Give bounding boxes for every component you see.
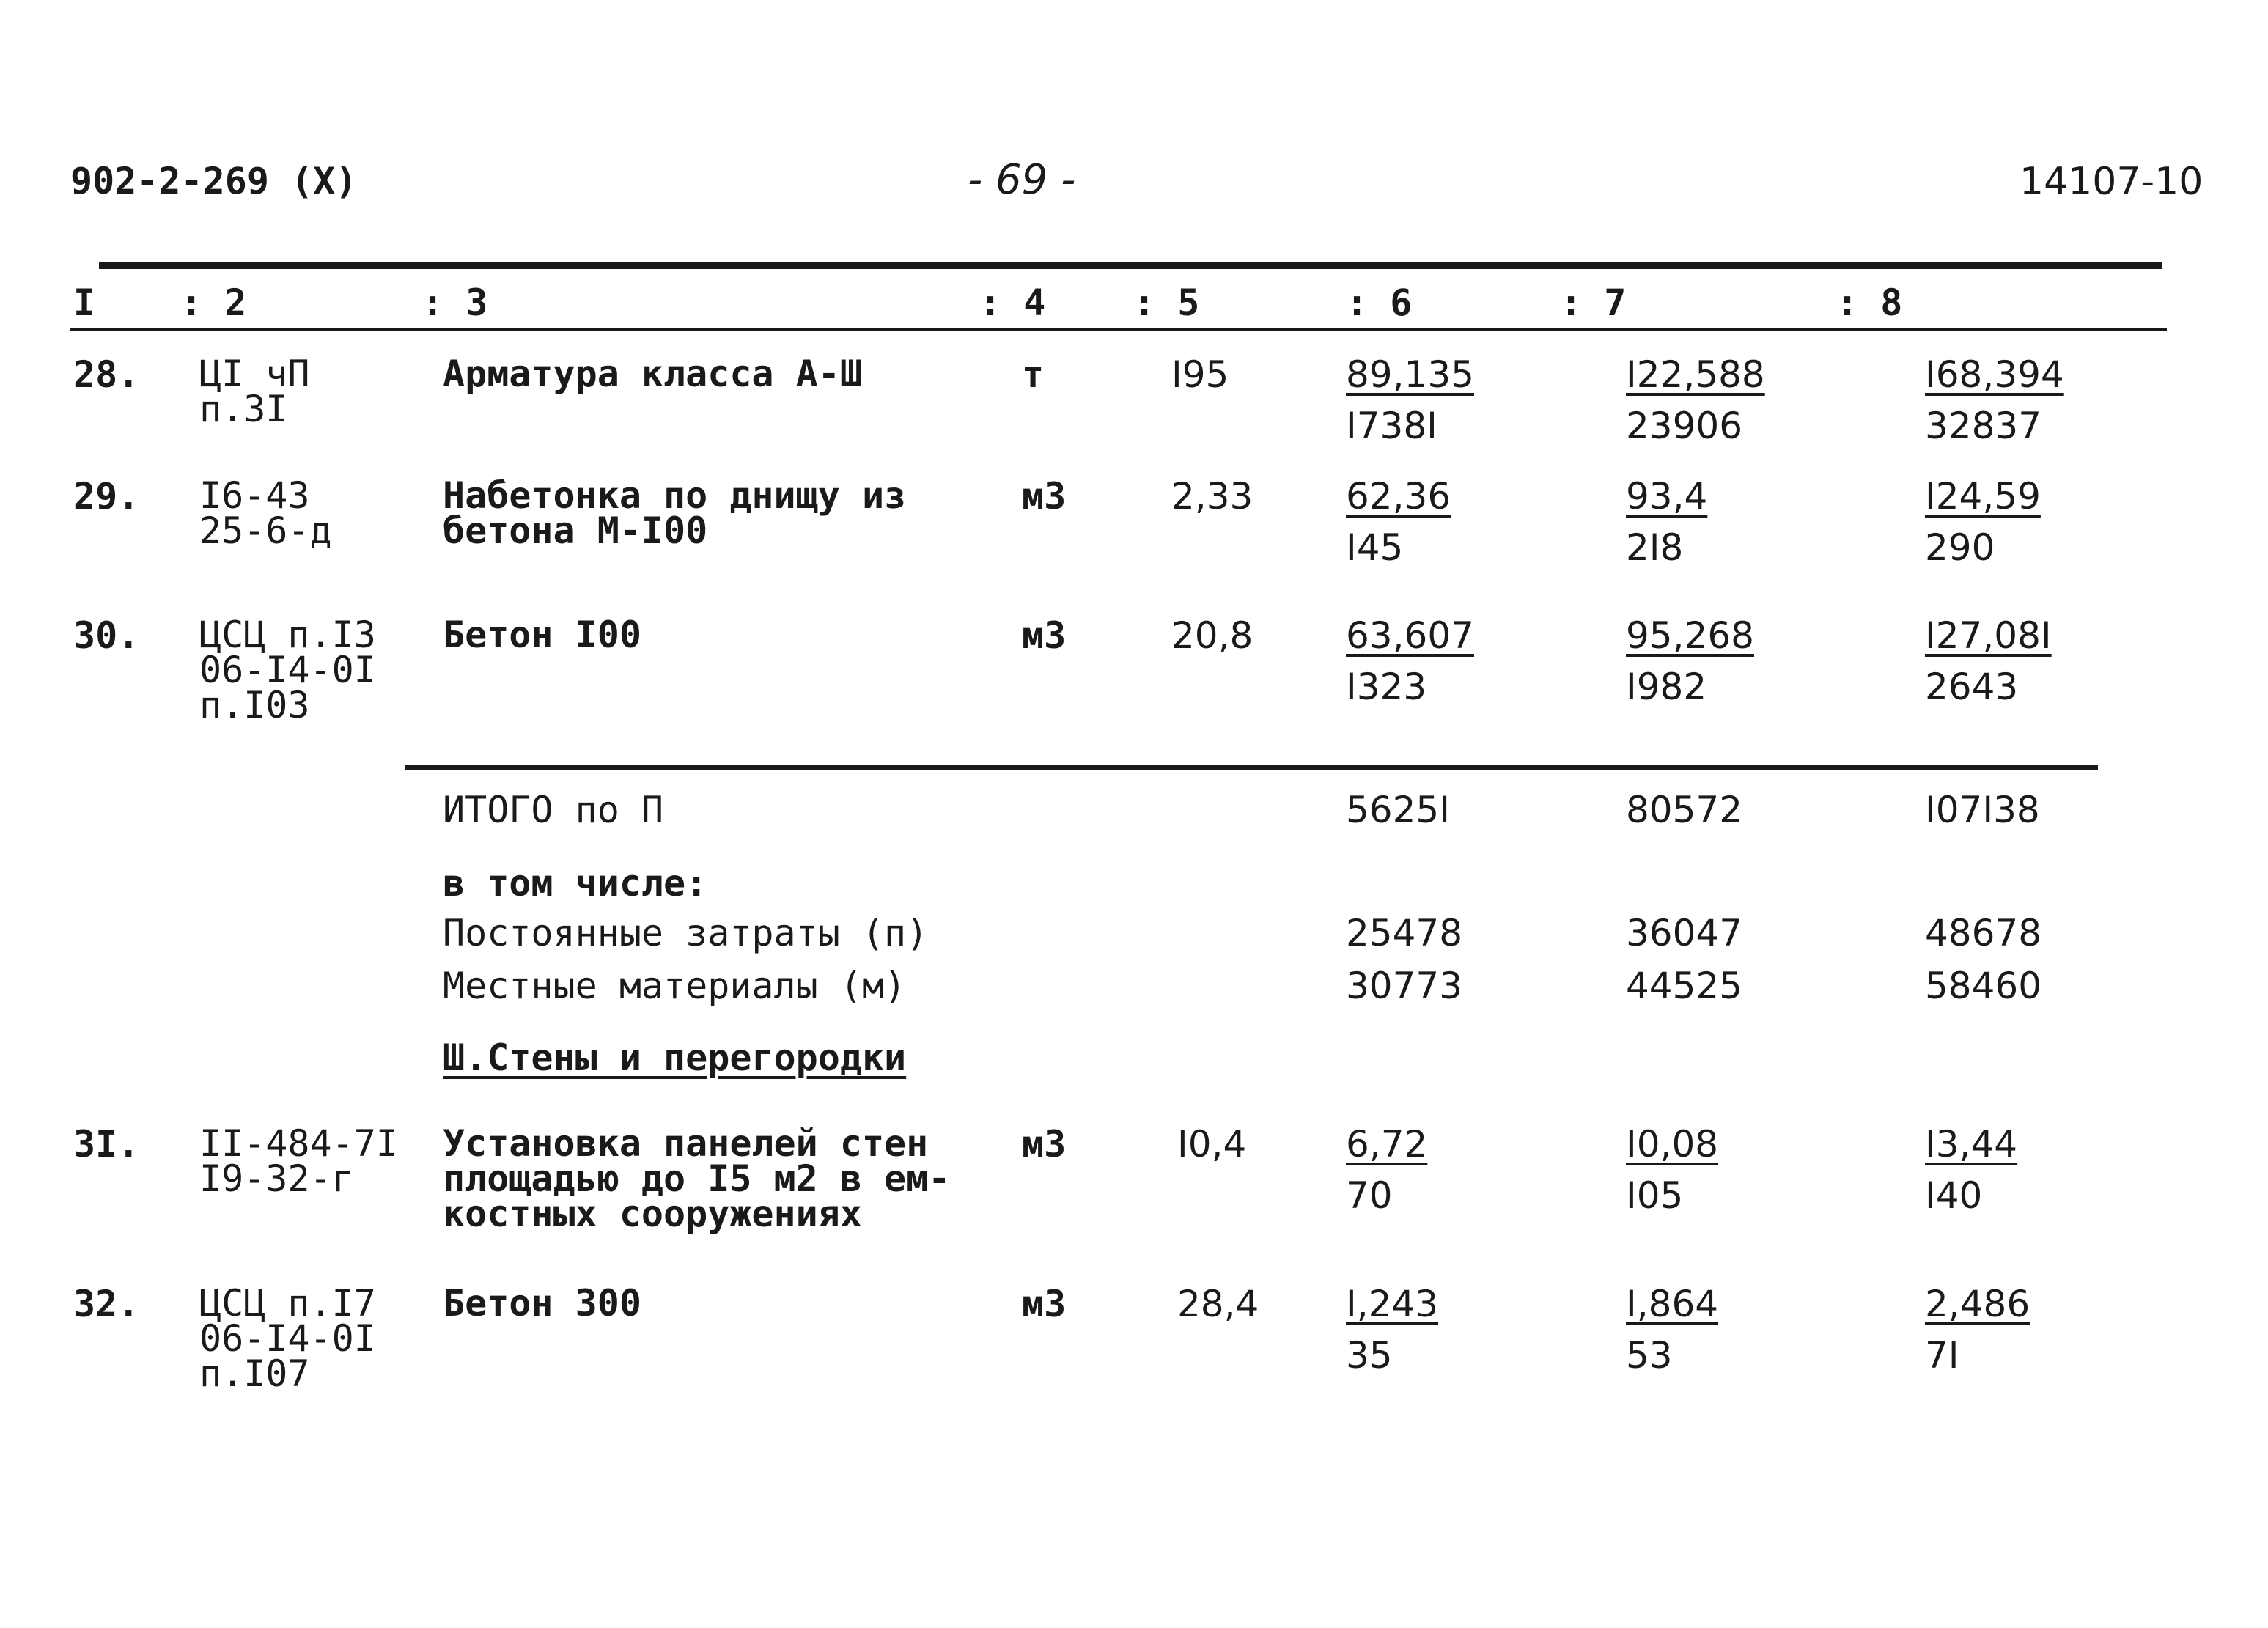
col-header-4: : 4 xyxy=(979,281,1046,324)
row-number: 30. xyxy=(73,614,140,657)
row-reference: I6-43 25-6-д xyxy=(199,474,332,552)
totals-label: ИТОГО по П xyxy=(443,789,664,831)
row-col6-total: I45 xyxy=(1346,526,1404,569)
row-col7-total: 53 xyxy=(1626,1334,1673,1377)
row-col8-unit-cost: I24,59 xyxy=(1925,475,2041,518)
row-reference: ЦI чП п.3I xyxy=(199,353,310,430)
local-materials-label: Местные материалы (м) xyxy=(443,965,907,1007)
row-col6-unit-cost: I,243 xyxy=(1346,1283,1439,1325)
page-number: - 69 - xyxy=(968,156,1076,204)
row-col8-total: 290 xyxy=(1925,526,1995,569)
row-col8-total: 32837 xyxy=(1925,405,2042,447)
row-unit: м3 xyxy=(1022,1283,1067,1325)
col-header-7: : 7 xyxy=(1560,281,1627,324)
col-header-3: : 3 xyxy=(421,281,488,324)
row-col6-unit-cost: 63,607 xyxy=(1346,614,1474,657)
totals-col8: I07I38 xyxy=(1925,789,2040,831)
row-col6-total: 70 xyxy=(1346,1174,1393,1217)
row-work-name: Арматура класса А-Ш xyxy=(443,353,862,395)
row-col8-unit-cost: I27,08I xyxy=(1925,614,2052,657)
row-col6-unit-cost: 62,36 xyxy=(1346,475,1451,518)
row-col6-unit-cost: 89,135 xyxy=(1346,353,1474,396)
fixed-costs-label: Постоянные затраты (п) xyxy=(443,912,929,954)
row-quantity: 20,8 xyxy=(1171,614,1253,657)
row-col7-unit-cost: 93,4 xyxy=(1626,475,1708,518)
sheet-id: 14107-10 xyxy=(2020,160,2203,204)
row-col7-unit-cost: 95,268 xyxy=(1626,614,1754,657)
row-col7-total: I05 xyxy=(1626,1174,1684,1217)
row-quantity: 2,33 xyxy=(1171,475,1253,518)
document-code: 902-2-269 (X) xyxy=(70,160,358,202)
row-quantity: I0,4 xyxy=(1177,1123,1247,1165)
row-col7-unit-cost: I,864 xyxy=(1626,1283,1719,1325)
row-reference: ЦСЦ п.I7 06-I4-0I п.I07 xyxy=(199,1282,376,1395)
col-header-8: : 8 xyxy=(1836,281,1903,324)
totals-col6: 5625I xyxy=(1346,789,1450,831)
row-number: 3I. xyxy=(73,1123,140,1165)
row-col6-total: I738I xyxy=(1346,405,1437,447)
row-number: 32. xyxy=(73,1283,140,1325)
table-top-rule xyxy=(99,262,2162,269)
col-header-5: : 5 xyxy=(1133,281,1200,324)
fixed-costs-col8: 48678 xyxy=(1925,912,2042,954)
row-col8-unit-cost: I3,44 xyxy=(1925,1123,2018,1165)
row-col7-total: I982 xyxy=(1626,666,1707,708)
totals-rule xyxy=(405,765,2098,770)
col-header-2: : 2 xyxy=(180,281,247,324)
row-number: 29. xyxy=(73,475,140,518)
col-header-1: I xyxy=(73,281,96,324)
row-work-name: Бетон I00 xyxy=(443,614,641,656)
row-unit: м3 xyxy=(1022,1123,1067,1165)
totals-col7: 80572 xyxy=(1626,789,1743,831)
column-header-rule xyxy=(70,328,2167,331)
fixed-costs-col7: 36047 xyxy=(1626,912,1743,954)
row-reference: ЦСЦ п.I3 06-I4-0I п.I03 xyxy=(199,614,376,726)
row-work-name: Набетонка по днищу из бетона М-I00 xyxy=(443,474,907,552)
row-col6-total: I323 xyxy=(1346,666,1427,708)
row-unit: м3 xyxy=(1022,475,1067,518)
row-unit: т xyxy=(1022,353,1045,396)
row-unit: м3 xyxy=(1022,614,1067,657)
row-work-name: Бетон 300 xyxy=(443,1282,641,1325)
row-quantity: I95 xyxy=(1171,353,1229,396)
row-col7-total: 23906 xyxy=(1626,405,1743,447)
row-col8-total: 7I xyxy=(1925,1334,1959,1377)
local-materials-col7: 44525 xyxy=(1626,965,1743,1007)
row-col8-unit-cost: 2,486 xyxy=(1925,1283,2030,1325)
row-number: 28. xyxy=(73,353,140,396)
row-work-name: Установка панелей стен площадью до I5 м2 в ем- костных сооружениях xyxy=(443,1122,951,1235)
col-header-6: : 6 xyxy=(1346,281,1413,324)
including-label: в том числе: xyxy=(443,862,708,905)
local-materials-col8: 58460 xyxy=(1925,965,2042,1007)
row-col8-unit-cost: I68,394 xyxy=(1925,353,2064,396)
row-col7-unit-cost: I0,08 xyxy=(1626,1123,1719,1165)
row-reference: II-484-7I I9-32-г xyxy=(199,1122,398,1200)
row-col6-unit-cost: 6,72 xyxy=(1346,1123,1428,1165)
row-col7-total: 2I8 xyxy=(1626,526,1684,569)
section-title: Ш.Стены и перегородки xyxy=(443,1036,907,1079)
row-col8-total: I40 xyxy=(1925,1174,1983,1217)
row-col8-total: 2643 xyxy=(1925,666,2019,708)
fixed-costs-col6: 25478 xyxy=(1346,912,1463,954)
row-col7-unit-cost: I22,588 xyxy=(1626,353,1765,396)
row-col6-total: 35 xyxy=(1346,1334,1393,1377)
local-materials-col6: 30773 xyxy=(1346,965,1463,1007)
row-quantity: 28,4 xyxy=(1177,1283,1259,1325)
